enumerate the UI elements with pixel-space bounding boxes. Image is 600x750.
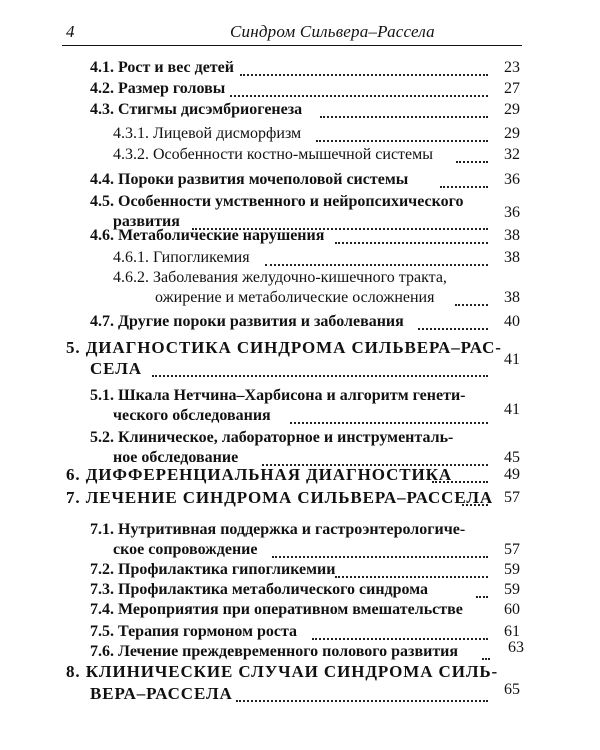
toc-page-number: 29 <box>504 101 520 118</box>
toc-page-number: 23 <box>504 59 520 76</box>
toc-leader-dots <box>272 556 488 558</box>
toc-leader-dots <box>335 242 488 244</box>
toc-entry-title: 4.3.2. Особенности костно-мышечной системы <box>113 146 434 163</box>
toc-page-number: 41 <box>504 401 520 418</box>
toc-entry-title: 4.3.1. Лицевой дисморфизм <box>113 125 302 142</box>
toc-page-number: 36 <box>504 204 520 221</box>
running-title: Синдром Сильвера–Рассела <box>230 22 435 41</box>
toc-leader-dots <box>230 95 488 97</box>
toc-entry-title: 7.4. Мероприятия при оперативном вмешательстве <box>90 601 463 618</box>
toc-leader-dots <box>152 375 488 377</box>
page-number: 4 <box>66 22 75 41</box>
toc-page-number: 63 <box>508 639 524 656</box>
toc-chapter-title-continued: ВЕРА–РАССЕЛА <box>90 684 233 703</box>
toc-leader-dots <box>312 638 488 640</box>
toc-page-number: 36 <box>504 171 520 188</box>
toc-chapter-title-continued: СЕЛА <box>90 359 142 378</box>
toc-page-number: 57 <box>504 489 520 506</box>
toc-entry-title: 7.2. Профилактика гипогликемии <box>90 561 336 578</box>
toc-entry-title: 7.6. Лечение преждевременного полового развития <box>90 643 459 660</box>
toc-page-number: 29 <box>504 125 520 142</box>
toc-entry-title: 7.3. Профилактика метаболического синдрома <box>90 581 429 598</box>
toc-chapter-title: 5. ДИАГНОСТИКА СИНДРОМА СИЛЬВЕРА–РАС- <box>66 338 502 357</box>
toc-entry-title: 4.1. Рост и вес детей <box>90 59 234 76</box>
toc-chapter-title: 6. ДИФФЕРЕНЦИАЛЬНАЯ ДИАГНОСТИКА <box>66 465 453 484</box>
toc-chapter-title: 7. ЛЕЧЕНИЕ СИНДРОМА СИЛЬВЕРА–РАССЕЛА <box>66 488 494 507</box>
toc-leader-dots <box>482 658 490 660</box>
toc-entry-title: 7.1. Нутритивная поддержка и гастроэнтерологиче- <box>90 521 466 538</box>
toc-page-number: 59 <box>504 561 520 578</box>
toc-leader-dots <box>432 481 488 483</box>
toc-leader-dots <box>320 116 488 118</box>
toc-page-number: 38 <box>504 289 520 306</box>
toc-page-number: 57 <box>504 541 520 558</box>
toc-entry-title: 5.2. Клиническое, лабораторное и инструменталь- <box>90 429 454 446</box>
toc-page-number: 60 <box>504 601 520 618</box>
toc-page-number: 27 <box>504 80 520 97</box>
toc-leader-dots <box>335 576 488 578</box>
toc-entry-title: 4.7. Другие пороки развития и заболевания <box>90 313 404 330</box>
toc-leader-dots <box>476 596 488 598</box>
toc-leader-dots <box>236 700 488 702</box>
toc-leader-dots <box>316 140 488 142</box>
toc-page-number: 38 <box>504 227 520 244</box>
toc-page-number: 32 <box>504 146 520 163</box>
toc-leader-dots <box>462 504 488 506</box>
toc-entry-title: 4.6. Метаболические нарушения <box>90 227 325 244</box>
toc-page-number: 65 <box>504 681 520 698</box>
toc-page-number: 61 <box>504 623 520 640</box>
toc-entry-title-continued: ожирение и метаболические осложнения <box>155 289 435 306</box>
toc-page-number: 41 <box>504 351 520 368</box>
toc-entry-title: 4.5. Особенности умственного и нейропсихического <box>90 193 464 210</box>
toc-entry-title-continued: ное обследование <box>113 449 239 466</box>
toc-entry-title: 4.3. Стигмы дисэмбриогенеза <box>90 101 303 118</box>
toc-leader-dots <box>240 74 488 76</box>
toc-entry-title: 4.6.1. Гипогликемия <box>113 249 250 266</box>
toc-leader-dots <box>418 328 488 330</box>
toc-page-number: 45 <box>504 449 520 466</box>
toc-entry-title-continued: развития <box>113 213 180 230</box>
toc-entry-title: 4.2. Размер головы <box>90 80 226 97</box>
toc-leader-dots <box>440 186 488 188</box>
toc-chapter-title: 8. КЛИНИЧЕСКИЕ СЛУЧАИ СИНДРОМА СИЛЬ- <box>66 662 499 681</box>
toc-entry-title: 5.1. Шкала Нетчина–Харбисона и алгоритм генети- <box>90 387 466 404</box>
toc-leader-dots <box>456 161 488 163</box>
toc-page-number: 59 <box>504 581 520 598</box>
toc-page-number: 38 <box>504 249 520 266</box>
toc-leader-dots <box>265 264 488 266</box>
toc-page-number: 40 <box>504 313 520 330</box>
toc-page-number: 49 <box>504 466 520 483</box>
toc-leader-dots <box>455 304 488 306</box>
toc-entry-title: 4.4. Пороки развития мочеполовой системы <box>90 171 409 188</box>
toc-leader-dots <box>290 422 488 424</box>
toc-entry-title-continued: ское сопровождение <box>113 541 258 558</box>
toc-entry-title-continued: ческого обследования <box>113 407 271 424</box>
toc-entry-title: 7.5. Терапия гормоном роста <box>90 623 298 640</box>
toc-entry-title: 4.6.2. Заболевания желудочно-кишечного тракта, <box>113 269 447 286</box>
